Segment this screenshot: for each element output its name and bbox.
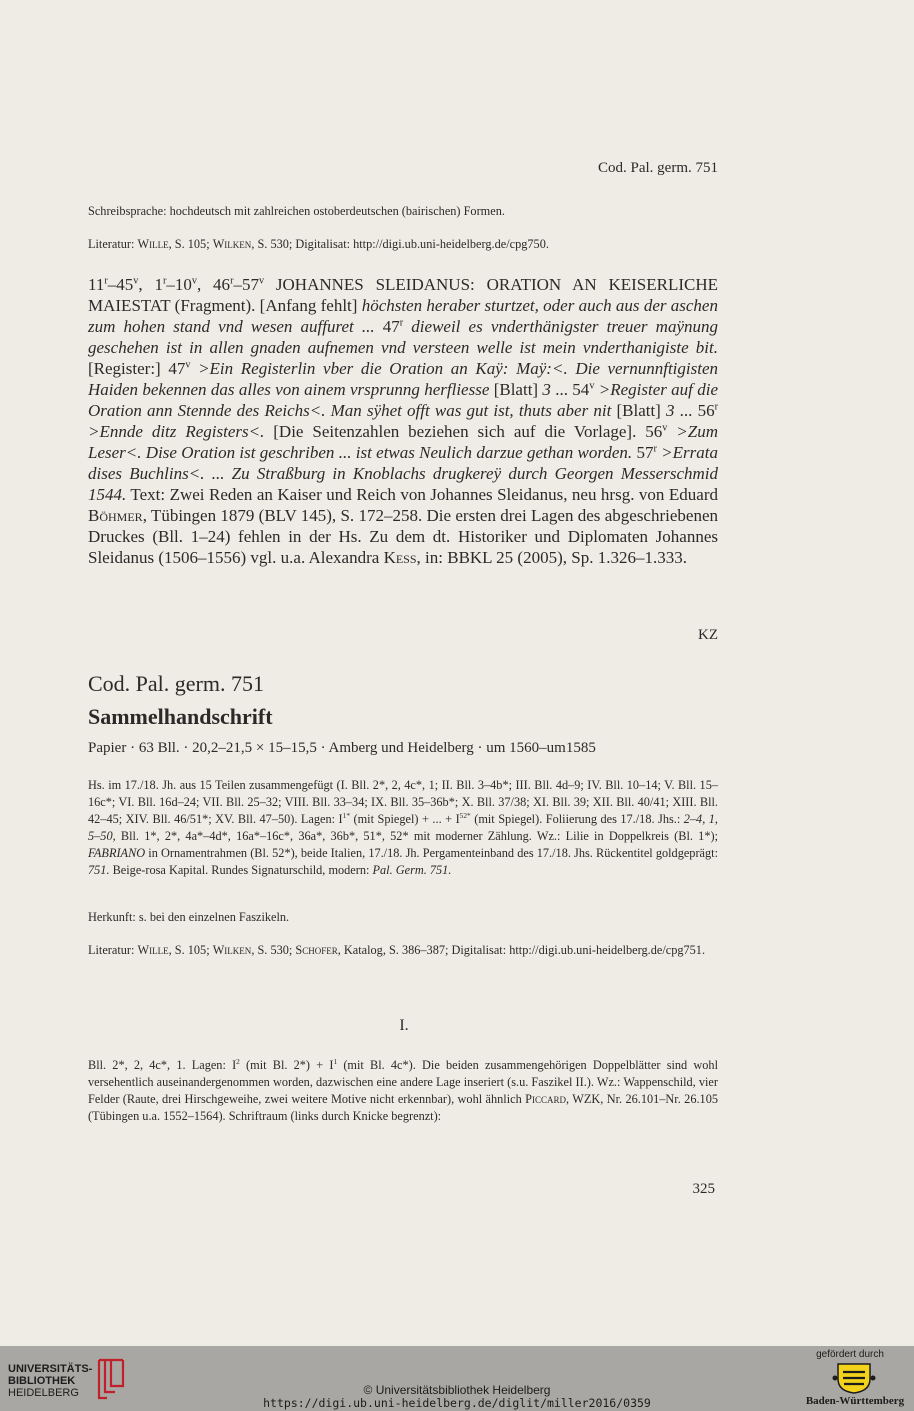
running-head: Cod. Pal. germ. 751 [598,160,718,176]
funded-by-label: gefördert durch [816,1349,884,1360]
entry-literature: Literatur: Wille, S. 105; Wilken, S. 530; Schofer, Katalog, S. 386–387; Digitalisat: http://digi.ub.uni-heidelberg.de/cpg751. [88,943,706,957]
copyright-line: © Universitätsbibliothek Heidelberg [363,1383,551,1397]
library-line-3: HEIDELBERG [8,1387,79,1399]
state-name: Baden-Württemberg [805,1395,905,1407]
item-description-sleidanus: 11$^r$–45$^v$, 1$^r$–10$^v$, 46$^r$–57$^v$ JOHANNES SLEIDANUS: ORATION AN KEISERLICHE MAIESTAT (Fragment). [Anfang fehlt] höchsten heraber sturtzet, oder auch aus der aschen zum hohen stand vnd wesen auffuret ... 47$^r$ dieweil es vnderthänigster treuer maÿnung geschehen ist in allen gnaden aufnemen vnd versteen welle ist mein vnderthanigiste bit. [Register:] $47^v >Ein$ Registerlin vber die Oration an Kaÿ: Maÿ:<. Die vernunnftigisten Haiden bekennen das alles von ainem vrsprunng herfliesse [Blatt] 3 ... $54^v$ >Register auf die Oration ann Stennde des Reichs<. Man sÿhet offt was gut ist, thuts aber nit [Blatt] 3 ... $56^r$ >Ennde ditz Registers<. [Die Seitenzahlen beziehen sich auf die Vorlage]. $56^v >Zum$ Leser<. Dise Oration ist geschriben ... ist etwas Neulich darzue gethan worden. $57^r$ >Errata dises Buchlins<. ... Zu Straßburg in Knoblachs drugkereÿ durch Georgen Messerschmid 1544. Text: Zwei Reden an Kaiser und Reich von Johannes Sleidanus, neu hrsg. von Eduard Böhmer, Tübingen 1879 (BLV 145), S. 172–258. Die ersten drei Lagen des abgeschriebenen Druckes (Bll. 1–24) fehlen in der Hs. Zu dem dt. Historiker und Diplomaten Johannes Sleidanus (1506–1556) vgl. u.a. Alexandra Kess, in: BBKL 25 (2005), Sp. 1.326–1.333. [88,275,719,567]
library-line-2: BIBLIOTHEK [8,1375,76,1387]
library-line-1: UNIVERSITÄTS- [8,1363,93,1375]
section-numeral: I. [399,1017,409,1034]
entry-title: Sammelhandschrift [88,704,273,729]
codicology-description: Hs. im 17./18. Jh. aus 15 Teilen zusammengefügt (I. Bll. 2*, 2, 4c*, 1; II. Bll. 3–4b*; III. Bll. 4d–9; IV. Bll. 10–14; V. Bll. 15–16c*; VI. Bll. 16d–24; VII. Bll. 25–32; VIII. Bll. 33–34; IX. Bll. 35–36b*; X. Bll. 37/38; XI. Bll. 39; XII. Bll. 40/41; XIII. Bll. 42–45; XIV. Bll. 46/51*; XV. Bll. 47–50). Lagen: $I^{1*}$ (mit Spiegel) + ... + $I^{52*}$ (mit Spiegel). Foliierung des 17./18. Jhs.: 2–4, 1, 5–50, Bll. 1*, 2*, 4a*–4d*, 16a*–16c*, 36a*, 36b*, 51*, 52* mit moderner Zählung. Wz.: Lilie in Doppelkreis (Bl. 1*); FABRIANO in Ornamentrahmen (Bl. 52*), beide Italien, 17./18. Jh. Pergamenteinband des 17./18. Jhs. Rückentitel goldgeprägt: 751. Beige-rosa Kapital. Rundes Signaturschild, modern: Pal. Germ. 751. [88,778,718,877]
previous-literature: Literatur: Wille, S. 105; Wilken, S. 530; Digitalisat: http://digi.ub.uni-heidelberg.de/cpg750. [88,237,549,251]
state-emblem-icon [832,1361,876,1395]
author-initials: KZ [698,627,718,643]
language-note: Schreibsprache: hochdeutsch mit zahlreichen ostoberdeutschen (bairischen) Formen. [88,204,505,218]
entry-shelfmark: Cod. Pal. germ. 751 [88,671,264,696]
fascicle-description: Bll. 2*, 2, 4c*, 1. Lagen: $I^2$ (mit Bl. $2*) + I^1$ (mit Bl. 4c*). Die beiden zusammengehörigen Doppelblätter sind wohl versehentlich auseinandergenommen worden, dazwischen eine andere Lage inseriert (s.u. Faszikel II.). Wz.: Wappenschild, vier Felder (Raute, drei Hirschgeweihe, zwei weitere Motive nicht erkennbar), wohl ähnlich Piccard, WZK, Nr. 26.101–Nr. 26.105 (Tübingen u.a. 1552–1564). Schriftraum (links durch Knicke begrenzt): [88,1056,718,1123]
permalink[interactable]: https://digi.ub.uni-heidelberg.de/diglit/miller2016/0359 [263,1396,651,1410]
provenance: Herkunft: s. bei den einzelnen Faszikeln. [88,910,290,924]
page-number: 325 [692,1181,715,1197]
entry-meta: Papier · 63 Bll. · 20,2–21,5 × 15–15,5 · Amberg und Heidelberg · um 1560–um1585 [88,740,596,756]
